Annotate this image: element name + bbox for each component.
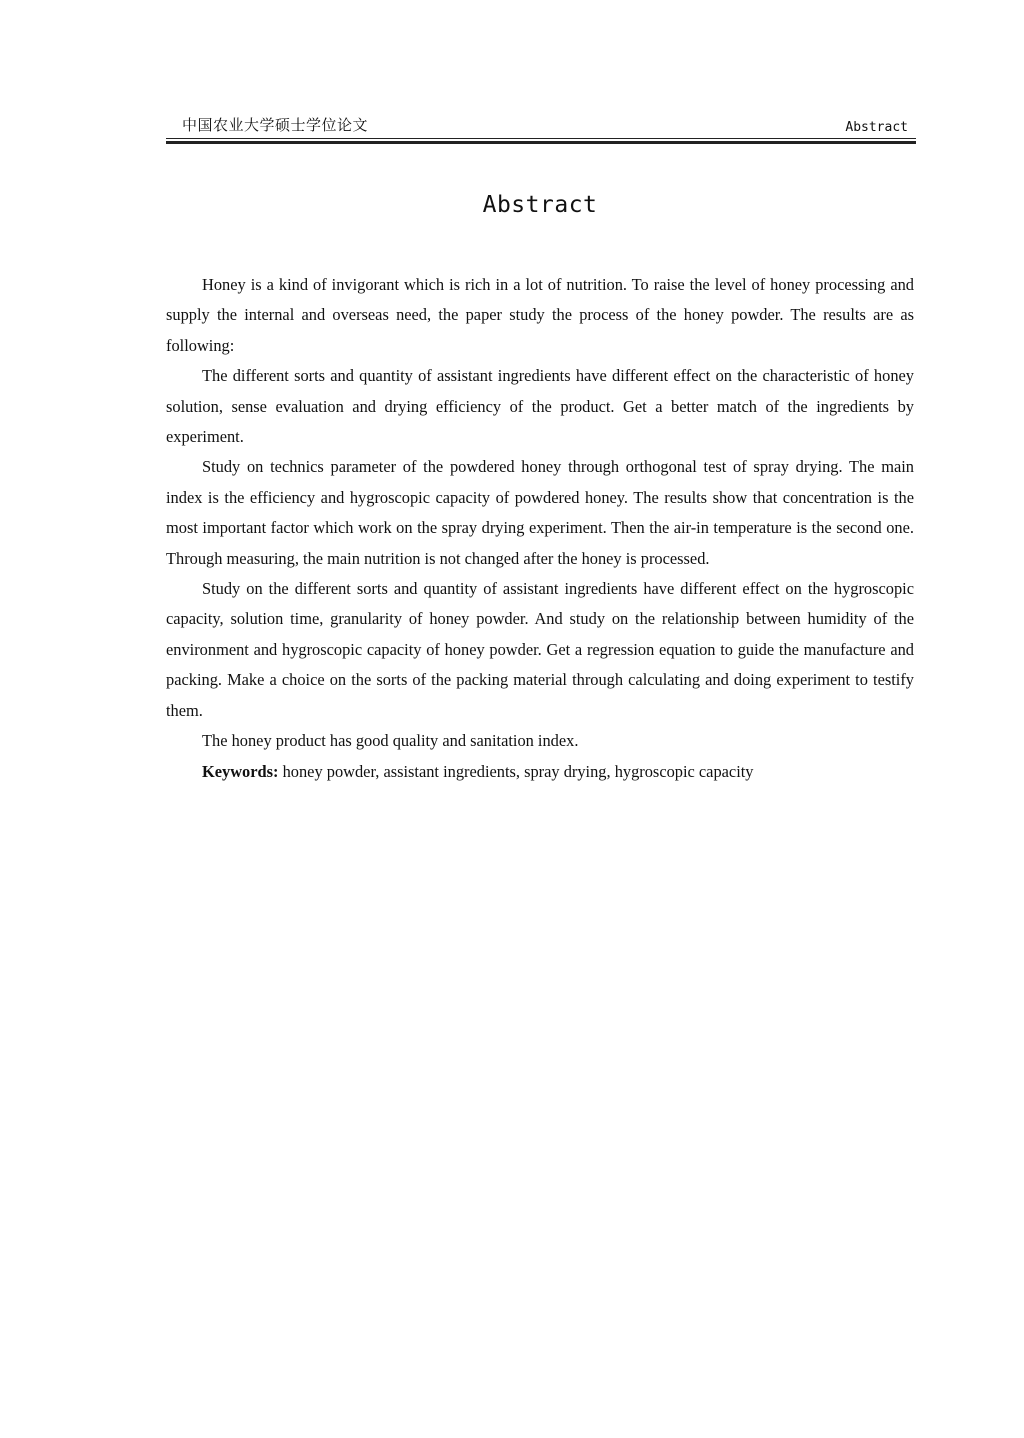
running-header <box>166 114 914 138</box>
paragraph-4: Study on the different sorts and quantity of assistant ingredients have different effect on the hygroscopic capacity, solution time, granularity of honey powder. And study on the relationship between humidity of the environment and hygroscopic capacity of honey powder. Get a regression equation to guide the manufacture and packing. Make a choice on the sorts of the packing material through calculating and doing experiment to testify them. <box>166 579 914 720</box>
paragraph-1: Honey is a kind of invigorant which is rich in a lot of nutrition. To raise the level of honey processing and supply the internal and overseas need, the paper study the process of the honey powder. The results are as following: <box>166 275 914 355</box>
header-rule-thick <box>166 141 916 144</box>
page-title: Abstract <box>482 192 598 218</box>
keywords-label: Keywords: <box>202 761 279 781</box>
paragraph-5: The honey product has good quality and sanitation index. <box>202 731 579 751</box>
header-rule-thin <box>166 138 916 139</box>
header-thesis-label: 中国农业大学硕士学位论文 <box>182 116 369 134</box>
abstract-body <box>166 270 914 787</box>
keywords-text: honey powder, assistant ingredients, spray drying, hygroscopic capacity <box>282 761 754 781</box>
paragraph-2: The different sorts and quantity of assistant ingredients have different effect on the characteristic of honey solution, sense evaluation and drying efficiency of the product. Get a better match of the ingredients by experiment. <box>166 366 914 447</box>
paragraph-3: Study on technics parameter of the powdered honey through orthogonal test of spray drying. The main index is the efficiency and hygroscopic capacity of powdered honey. The results show that concentration is the most important factor which work on the spray drying experiment. Then the air-in temperature is the second one. Through measuring, the main nutrition is not changed after the honey is processed. <box>166 457 914 568</box>
header-section-label: Abstract <box>845 120 908 135</box>
keywords-line <box>166 757 914 787</box>
